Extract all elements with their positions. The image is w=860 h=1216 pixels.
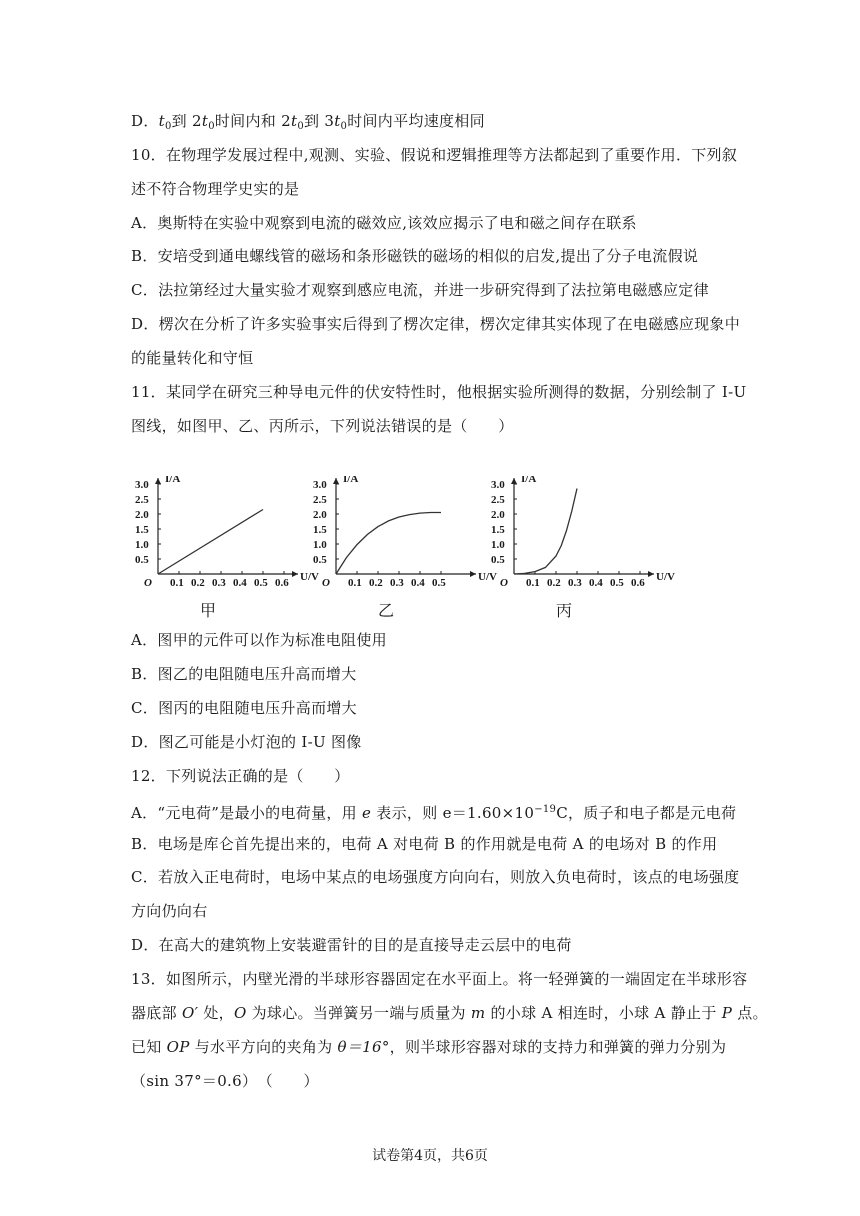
x-axis-label: U/V	[300, 571, 319, 583]
text: D．	[131, 112, 159, 130]
text: 时间内和 2	[214, 112, 291, 130]
y-axis-label: I/A	[343, 476, 359, 485]
q13-stem-4: （sin 37°＝0.6） （ ）	[131, 1072, 319, 1090]
y-tick-label: 0.5	[313, 554, 327, 566]
q11-stem-1: 11．某同学在研究三种导电元件的伏安特性时，他根据实验所测得的数据，分别绘制了 I-U	[131, 383, 747, 401]
text: 表示，则	[371, 804, 443, 822]
origin-label: O	[144, 577, 152, 589]
formula: e＝1.60×10	[442, 804, 535, 822]
q10-option-a: A．奥斯特在实验中观察到电流的磁效应,该效应揭示了电和磁之间存在联系	[131, 214, 637, 232]
x-tick-label: 0.2	[191, 577, 205, 589]
y-axis-label: I/A	[165, 476, 181, 485]
y-tick-label: 2.0	[491, 509, 505, 521]
q11-stem-2: 图线，如图甲、乙、丙所示，下列说法错误的是（ ）	[131, 417, 514, 435]
var-t: t	[290, 112, 298, 130]
y-tick-label: 3.0	[135, 479, 149, 491]
x-axis-arrow	[470, 571, 476, 577]
y-tick-label: 1.5	[313, 524, 327, 536]
text: C，质子和电子都是元电荷	[556, 804, 737, 822]
text: ，则半球形容器对球的支持力和弹簧的弹力分别为	[389, 1038, 727, 1056]
y-tick-label: 2.5	[135, 494, 149, 506]
x-tick-label: 0.3	[212, 577, 226, 589]
y-axis-arrow	[155, 478, 161, 484]
var-t: t	[201, 112, 209, 130]
y-tick-label: 2.0	[135, 509, 149, 521]
iu-graphs-svg	[128, 476, 688, 621]
var-op: OP	[166, 1038, 190, 1056]
y-tick-label: 2.5	[313, 494, 327, 506]
series-line	[336, 513, 441, 575]
sub: 0	[297, 121, 304, 132]
text: 与水平方向的夹角为	[189, 1038, 338, 1056]
x-tick-label: 0.2	[547, 577, 561, 589]
var-t: t	[334, 112, 341, 130]
y-axis-arrow	[333, 478, 339, 484]
x-axis-label: U/V	[478, 571, 497, 583]
q12-option-d: D．在高大的建筑物上安装避雷针的目的是直接导走云层中的电荷	[131, 936, 572, 954]
text: 点。	[732, 1004, 768, 1022]
x-tick-label: 0.2	[369, 577, 383, 589]
q13-stem-2	[131, 1003, 768, 1023]
x-tick-label: 0.1	[526, 577, 540, 589]
q10-option-d-2: 的能量转化和守恒	[131, 349, 254, 367]
origin-label: O	[500, 577, 508, 589]
x-tick-label: 0.3	[568, 577, 582, 589]
q13-stem-1: 13．如图所示，内壁光滑的半球形容器固定在水平面上。将一轻弹簧的一端固定在半球形容	[131, 970, 748, 988]
y-tick-label: 1.0	[135, 539, 149, 551]
q11-option-a: A．图甲的元件可以作为标准电阻使用	[131, 631, 387, 649]
text: A．“元电荷”是最小的电荷量，用	[131, 804, 363, 822]
y-tick-label: 1.0	[491, 539, 505, 551]
x-tick-label: 0.5	[254, 577, 268, 589]
y-tick-label: 0.5	[491, 554, 505, 566]
y-axis-arrow	[511, 478, 517, 484]
text: 器底部	[131, 1004, 182, 1022]
text: 到 3	[303, 112, 335, 130]
x-axis-arrow	[648, 571, 654, 577]
q12-stem: 12．下列说法正确的是（ ）	[131, 767, 350, 785]
q10-option-c: C．法拉第经过大量实验才观察到感应电流，并进一步研究得到了法拉第电磁感应定律	[131, 281, 709, 299]
x-tick-label: 0.1	[170, 577, 184, 589]
text: 到 2	[171, 112, 202, 130]
text: 时间内平均速度相同	[347, 112, 485, 130]
var-o-prime: O′	[181, 1004, 199, 1022]
sub: 0	[340, 121, 348, 132]
series-line	[514, 489, 577, 575]
text: 已知	[131, 1038, 167, 1056]
var-o: O	[233, 1004, 247, 1022]
graph-name-label: 丙	[556, 603, 573, 620]
y-tick-label: 3.0	[313, 479, 327, 491]
x-tick-label: 0.5	[610, 577, 624, 589]
q10-stem-1: 10．在物理学发展过程中,观测、实验、假说和逻辑推理等方法都起到了重要作用．下列叙	[131, 146, 738, 164]
x-tick-label: 0.4	[233, 577, 247, 589]
exponent: −19	[534, 804, 557, 815]
x-axis-arrow	[292, 571, 298, 577]
x-axis-label: U/V	[656, 571, 675, 583]
var-t: t	[158, 112, 165, 130]
y-tick-label: 2.5	[491, 494, 505, 506]
var-e: e	[362, 804, 372, 822]
x-tick-label: 0.3	[390, 577, 404, 589]
y-tick-label: 3.0	[491, 479, 505, 491]
var-p: P	[721, 1004, 733, 1022]
theta-value: θ＝16°	[337, 1038, 390, 1056]
x-tick-label: 0.4	[411, 577, 425, 589]
q10-option-d-1: D．楞次在分析了许多实验事实后得到了楞次定律，楞次定律其实体现了在电磁感应现象中	[131, 315, 741, 333]
q12-option-c-1: C．若放入正电荷时，电场中某点的电场强度方向向右，则放入负电荷时，该点的电场强度	[131, 868, 740, 886]
y-axis-label: I/A	[521, 476, 537, 485]
graph-name-label: 乙	[378, 603, 395, 620]
q11-option-d: D．图乙可能是小灯泡的 I-U 图像	[131, 733, 362, 751]
text: 的小球 A 相连时，小球 A 静止于	[485, 1004, 722, 1022]
text: 为球心。当弹簧另一端与质量为	[246, 1004, 471, 1022]
y-tick-label: 1.5	[135, 524, 149, 536]
x-tick-label: 0.6	[275, 577, 289, 589]
y-tick-label: 1.5	[491, 524, 505, 536]
graph-name-label: 甲	[200, 603, 217, 620]
sub: 0	[164, 121, 172, 132]
q9-option-d	[131, 111, 485, 137]
q12-option-b: B．电场是库仑首先提出来的，电荷 A 对电荷 B 的作用就是电荷 A 的电场对 B 的作用	[131, 835, 718, 853]
q10-stem-2: 述不符合物理学史实的是	[131, 180, 300, 198]
y-tick-label: 0.5	[135, 554, 149, 566]
origin-label: O	[322, 577, 330, 589]
sub: 0	[208, 121, 215, 132]
q13-stem-3	[131, 1037, 726, 1057]
iu-graphs	[128, 476, 688, 621]
series-line	[158, 510, 263, 575]
x-tick-label: 0.5	[432, 577, 446, 589]
var-m: m	[470, 1004, 486, 1022]
q10-option-b: B．安培受到通电螺线管的磁场和条形磁铁的磁场的相似的启发,提出了分子电流假说	[131, 247, 699, 265]
x-tick-label: 0.4	[589, 577, 603, 589]
y-tick-label: 1.0	[313, 539, 327, 551]
x-tick-label: 0.6	[631, 577, 645, 589]
q11-option-c: C．图丙的电阻随电压升高而增大	[131, 699, 357, 717]
q11-option-b: B．图乙的电阻随电压升高而增大	[131, 665, 357, 683]
y-tick-label: 2.0	[313, 509, 327, 521]
page-footer: 试卷第4页，共6页	[372, 1148, 488, 1164]
text: 处，	[198, 1004, 234, 1022]
x-tick-label: 0.1	[348, 577, 362, 589]
q12-option-a	[131, 800, 736, 823]
q12-option-c-2: 方向仍向右	[131, 902, 208, 920]
